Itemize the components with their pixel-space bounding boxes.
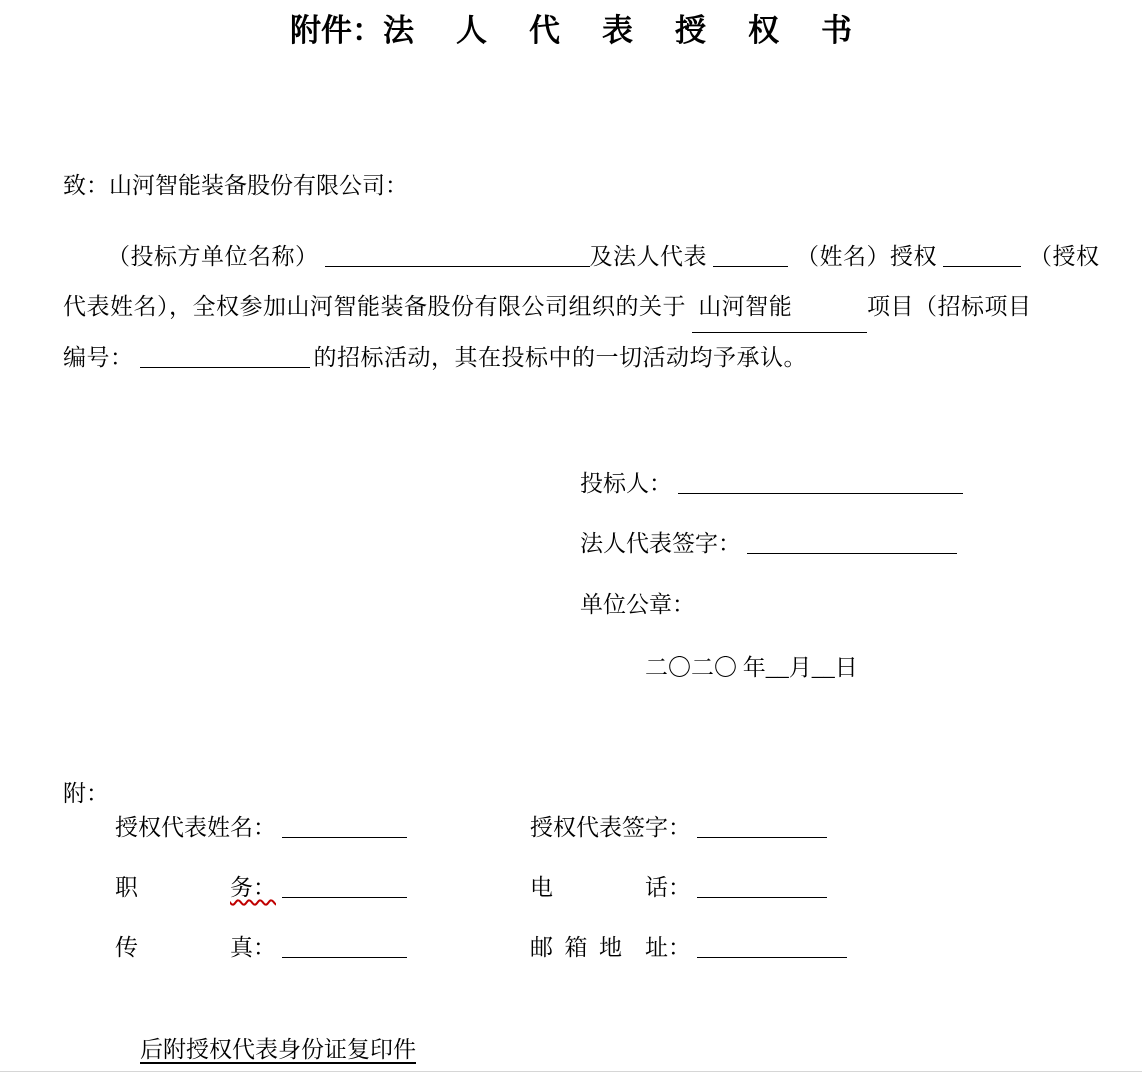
salutation: 致：山河智能装备股份有限公司： <box>63 173 408 198</box>
line3-segment-2: 的招标活动，其在投标中的一切活动均予承认。 <box>313 345 807 370</box>
authorized-name-blank[interactable] <box>943 242 1021 267</box>
job-title-row <box>115 872 407 904</box>
phone-row <box>530 872 827 904</box>
project-number-blank[interactable] <box>140 343 310 368</box>
title-main: 法人代表授权书 <box>383 13 894 48</box>
rep-name-label: 授权代表姓名： <box>115 815 276 840</box>
job-title-label-spellcheck: 务： <box>230 875 276 900</box>
rep-sign-label: 授权代表签字： <box>530 815 691 840</box>
email-label: 邮 箱 地 址： <box>530 935 691 960</box>
paragraph-line-1 <box>63 232 1103 282</box>
fax-label: 传 真： <box>115 935 276 960</box>
line3-segment-1: 编号： <box>63 345 134 370</box>
page-bottom-edge <box>0 1071 1142 1072</box>
line2-segment-2: 项目（招标项目 <box>867 294 1032 319</box>
paragraph-line-2 <box>63 282 1103 333</box>
rep-name-row <box>115 812 407 844</box>
phone-label: 电 话： <box>530 875 691 900</box>
legal-rep-name-blank[interactable] <box>713 242 788 267</box>
project-name-blank[interactable]: 山河智能 <box>692 282 867 333</box>
body-paragraph <box>63 232 1103 383</box>
bidder-unit-name-blank[interactable] <box>325 242 590 267</box>
paragraph-line-3 <box>63 333 1103 383</box>
fax-row <box>115 932 407 964</box>
line1-segment-3: （姓名）授权 <box>796 244 937 269</box>
rep-sign-row <box>530 812 827 844</box>
legal-rep-signature-blank[interactable] <box>747 529 957 554</box>
email-row <box>530 932 847 964</box>
line2-segment-1: 代表姓名），全权参加山河智能装备股份有限公司组织的关于 <box>63 294 686 319</box>
legal-rep-signature-row <box>580 528 957 560</box>
bidder-signature-row <box>580 468 963 500</box>
line1-segment-1: （投标方单位名称） <box>107 244 319 269</box>
bidder-label: 投标人： <box>580 471 672 496</box>
job-title-label: 职 <box>115 875 230 900</box>
company-seal-label: 单位公章： <box>580 592 695 617</box>
line1-segment-2: 及法人代表 <box>589 244 707 269</box>
legal-rep-sign-label: 法人代表签字： <box>580 531 741 556</box>
bidder-signature-blank[interactable] <box>678 469 963 494</box>
line1-segment-4: （授权 <box>1029 244 1100 269</box>
fax-blank[interactable] <box>282 933 407 958</box>
title-prefix: 附件： <box>290 13 383 48</box>
rep-name-blank[interactable] <box>282 813 407 838</box>
date-line: 二〇二〇 年__月__日 <box>645 655 858 680</box>
rep-sign-blank[interactable] <box>697 813 827 838</box>
job-title-blank[interactable] <box>282 873 407 898</box>
email-blank[interactable] <box>697 933 847 958</box>
attachment-heading: 附： <box>63 781 109 806</box>
page-title <box>0 8 1142 54</box>
footer-note: 后附授权代表身份证复印件 <box>140 1037 416 1062</box>
phone-blank[interactable] <box>697 873 827 898</box>
